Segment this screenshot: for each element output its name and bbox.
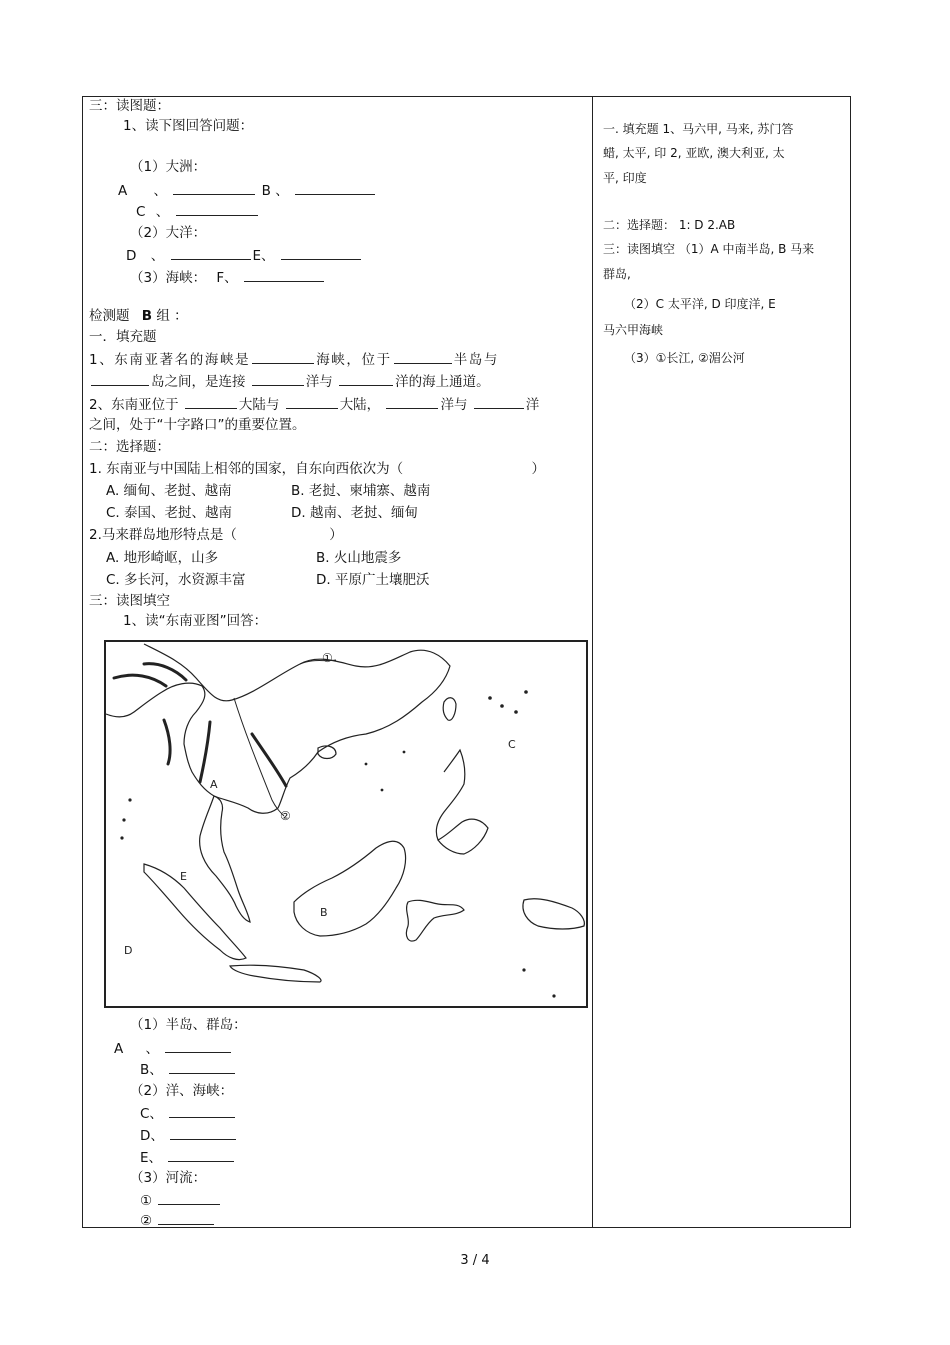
answer-line-9: （3）①长江, ②湄公河 [624,351,745,365]
blank-map-a[interactable] [165,1039,231,1053]
fill2-c: 大陆， [339,397,381,413]
sep: 、 [153,183,168,199]
fill2-line1 [89,395,539,414]
island-dot [522,968,525,971]
section3-q1: 1、读下图回答问题： [123,118,254,134]
map-q2: （2）洋、海峡： [130,1083,234,1099]
blank-fill2-ocean1[interactable] [386,395,438,409]
blank-fill1-ocean2[interactable] [339,372,393,386]
fill1-d: 岛之间，是连接 [151,374,246,390]
test-b-group: B [141,308,153,324]
choice1-question [89,460,545,478]
map-e-line [140,1148,236,1167]
choice2-option-b[interactable]: B. 火山地震多 [316,550,402,566]
choice1-option-d[interactable]: D. 越南、老挝、缅甸 [291,505,418,521]
choice1-option-a[interactable]: A. 缅甸、老挝、越南 [106,483,232,499]
map-label-d: D [124,944,133,957]
fill1-f: 洋的海上通道。 [395,374,490,390]
fill2-line2: 之间，处于“十字路口”的重要位置。 [89,417,306,433]
map-a-label: A [114,1041,124,1057]
choice1-option-c[interactable]: C. 泰国、老挝、越南 [106,505,233,521]
choice1-close: ） [531,461,545,477]
island-dot [128,798,131,801]
map-d-line [140,1126,238,1145]
answer-line-3: 平, 印度 [603,171,647,185]
fill2-d: 洋与 [440,397,468,413]
blank-fill1-island[interactable] [91,372,149,386]
map-b-line [140,1060,237,1079]
map-c-label: C、 [140,1106,163,1122]
map-q1: （1）半岛、群岛： [130,1017,247,1033]
label-c: C [136,204,146,220]
section3-title: 三：读图题： [89,98,170,114]
q-strait: （3）海峡： [130,270,207,286]
answer-line-2: 蜡, 太平, 印 2, 亚欧, 澳大利亚, 太 [603,146,785,160]
fill1-line1 [89,350,499,369]
blank-river2[interactable] [158,1211,214,1225]
blank-fill2-continent1[interactable] [185,395,237,409]
island-dot [122,818,125,821]
map-label-b: B [320,906,328,919]
island-dot [403,751,406,754]
map-e-label: E、 [140,1150,163,1166]
fill1-e: 洋与 [305,374,333,390]
blank-fill2-ocean2[interactable] [474,395,524,409]
blank-fill1-ocean1[interactable] [252,372,304,386]
island-dot [552,994,555,997]
fill2-e: 洋 [525,397,540,413]
island-dot [120,836,123,839]
fill1-c: 半岛与 [453,352,500,368]
southeast-asia-map [104,640,588,1008]
choice2-question [89,526,343,544]
sep: 、 [261,248,275,264]
choice2-option-d[interactable]: D. 平原广土壤肥沃 [316,572,430,588]
sep: 、 [155,204,170,220]
q-ocean: （2）大洋： [130,225,207,241]
fill1-line2 [89,372,490,391]
blank-map-b[interactable] [169,1060,235,1074]
island-dot [488,696,492,700]
choice1-text: 1. 东南亚与中国陆上相邻的国家，自东向西依次为（ [89,461,404,477]
answer-line-8: 马六甲海峡 [603,323,664,337]
blank-f[interactable] [244,268,324,282]
page-number: 3 / 4 [460,1253,490,1268]
blank-map-e[interactable] [168,1148,234,1162]
answer-line-6: 群岛, [603,267,631,281]
fill1-a: 1、东南亚著名的海峡是 [89,352,251,368]
continent-c-line [136,202,260,221]
label-d: D [126,248,137,264]
sep: 、 [145,1041,160,1057]
island-dot [500,704,504,708]
map-river1-line [140,1191,222,1210]
fill2-b: 大陆与 [238,397,280,413]
sep: 、 [150,248,165,264]
answer-line-4: 二：选择题： 1: D 2.AB [603,218,736,232]
answer-line-7: （2）C 太平洋, D 印度洋, E [624,297,776,311]
sep: 、 [275,183,289,199]
map-river2-line [140,1211,216,1230]
test-b-suffix: 组 ： [156,308,188,324]
map-d-label: D、 [140,1128,164,1144]
choice2-close: ） [329,527,343,543]
q-continent: （1）大洲： [130,159,207,175]
map-frame [105,641,587,1007]
fill-title: 一．填充题 [89,329,157,345]
sep: 、 [224,270,238,286]
fill2-a: 2、东南亚位于 [89,397,179,413]
river2-label: ② [140,1213,153,1229]
blank-river1[interactable] [158,1191,220,1205]
blank-e[interactable] [281,246,361,260]
column-divider [592,96,593,1228]
test-b-title [89,307,188,325]
blank-map-d[interactable] [170,1126,236,1140]
choice2-option-a[interactable]: A. 地形崎岖，山多 [106,550,219,566]
label-f: F [216,270,225,286]
blank-b[interactable] [295,181,375,195]
map-label-e: E [180,870,187,883]
test-b-text: 检测题 [89,308,130,324]
answer-line-1: 一. 填充题 1、马六甲, 马来, 苏门答 [603,122,794,136]
blank-fill1-strait[interactable] [252,350,314,364]
fill1-b: 海峡，位于 [316,352,392,368]
choice-title: 二：选择题： [89,439,170,455]
map-label-c: C [508,738,516,751]
label-e: E [252,248,262,264]
map-section-title: 三：读图填空 [89,593,170,609]
map-a-line [114,1039,233,1058]
continent-ab-line [118,181,377,200]
blank-fill1-peninsula[interactable] [394,350,452,364]
map-c-line [140,1104,237,1123]
map-label-river1: ① [322,651,333,665]
choice1-option-b[interactable]: B. 老挝、柬埔寨、越南 [291,483,431,499]
map-label-a: A [210,778,218,791]
map-q3: （3）河流： [130,1170,207,1186]
ocean-line [126,246,363,265]
island-dot [381,789,384,792]
choice2-text: 2.马来群岛地形特点是（ [89,527,237,543]
blank-c[interactable] [176,202,258,216]
blank-a[interactable] [173,181,255,195]
label-b: B [261,183,271,199]
blank-map-c[interactable] [169,1104,235,1118]
island-dot [524,690,528,694]
island-dot [514,710,518,714]
answer-line-5: 三：读图填空 （1）A 中南半岛, B 马来 [603,242,815,256]
strait-line [130,268,326,287]
river1-label: ① [140,1193,153,1209]
blank-d[interactable] [171,246,251,260]
map-label-river2: ② [280,809,291,823]
choice2-option-c[interactable]: C. 多长河，水资源丰富 [106,572,246,588]
map-question: 1、读“东南亚图”回答： [123,613,268,629]
blank-fill2-continent2[interactable] [286,395,338,409]
map-b-label: B、 [140,1062,163,1078]
label-a: A [118,183,128,199]
island-dot [365,763,368,766]
